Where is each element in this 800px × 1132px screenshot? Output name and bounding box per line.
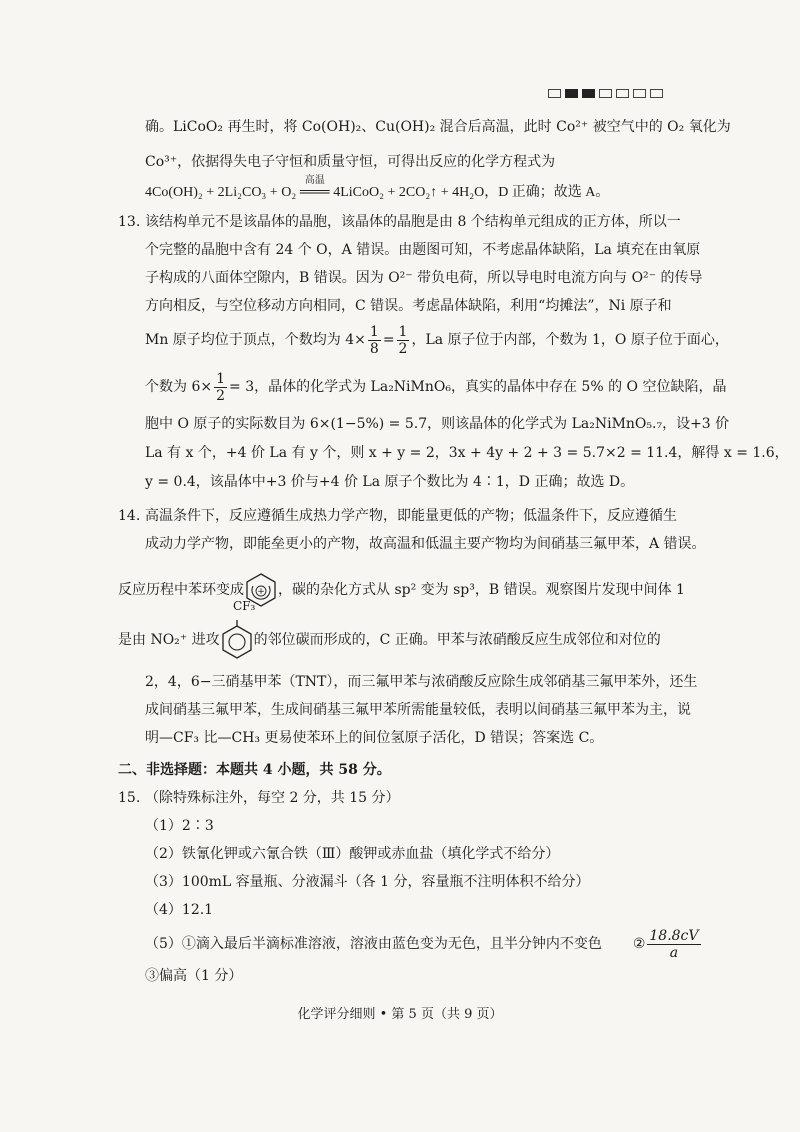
text-line <box>118 570 685 610</box>
answer-line: （2）铁氰化钾或六氰合铁（Ⅲ）酸钾或赤血盐（填化学式不给分） <box>145 846 560 862</box>
page-square <box>633 89 646 98</box>
text-segment: = 3，晶体的化学式为 La₂NiMnO₆，真实的晶体中存在 5% 的 O 空位缺陷，晶 <box>229 379 727 395</box>
equation-right: 4LiCoO₂ + 2CO₂↑ + 4H₂O，D 正确；故选 A。 <box>333 185 610 200</box>
fraction <box>214 371 227 404</box>
page-square <box>582 89 595 98</box>
text-line: La 有 x 个，+4 价 La 有 y 个，则 x + y = 2，3x + 4y + 2 + 3 = 5.7×2 = 11.4，解得 x = 1.6， <box>145 445 789 461</box>
question-number: 15. <box>118 790 141 806</box>
text-segment: ② <box>632 936 646 952</box>
answer-line: ③偏高（1 分） <box>145 968 243 984</box>
text-line: y = 0.4，该晶体中+3 价与+4 价 La 原子个数比为 4∶1，D 正确；故选 D。 <box>145 474 635 490</box>
fraction <box>368 324 381 357</box>
text-line: 确。LiCoO₂ 再生时，将 Co(OH)₂、Cu(OH)₂ 混合后高温，此时 Co²⁺ 被空气中的 O₂ 氧化为 <box>145 119 731 135</box>
question-number: 13. <box>118 214 141 230</box>
answer-line: （4）12.1 <box>145 902 214 918</box>
text-line: Mn 原子均位于顶点，个数均为 4× $\frac{1}{8}$ = $\frac{1}{2}$ ，La 原子位于内部，个数为 1，O 原子位于面心， <box>145 323 729 357</box>
text-line: （除特殊标注外，每空 2 分，共 15 分） <box>145 790 400 806</box>
page-square <box>565 89 578 98</box>
text-line: 高温条件下，反应遵循生成热力学产物，即能量更低的产物；低温条件下，反应遵循生 <box>145 508 677 524</box>
text-line: Co³⁺，依据得失电子守恒和质量守恒，可得出反应的化学方程式为 <box>145 154 556 170</box>
text-segment: ，碳的杂化方式从 sp² 变为 sp³，B 错误。观察图片发现中间体 1 <box>278 582 685 598</box>
fraction-denominator: 2 <box>398 340 408 357</box>
text-line: 胞中 O 原子的实际数目为 6×(1−5%) = 5.7，则该晶体的化学式为 La₂NiMnO₅.₇，设+3 价 <box>145 416 730 432</box>
page-square <box>650 89 663 98</box>
fraction-denominator: 2 <box>216 387 226 404</box>
text-line: 成动力学产物，即能垒更小的产物，故高温和低温主要产物均为间硝基三氟甲苯，A 错误。 <box>145 536 706 552</box>
fraction-numerator: 1 <box>369 323 379 340</box>
text-line: 2，4，6−三硝基甲苯（TNT），而三氟甲苯与浓硝酸反应除生成邻硝基三氟甲苯外，还生 <box>145 674 698 690</box>
page-indicator <box>548 89 663 98</box>
text-segment: Mn 原子均位于顶点，个数均为 4× <box>145 332 366 348</box>
page-square <box>599 89 612 98</box>
text-segment: 个数为 6× <box>145 379 213 395</box>
fraction-numerator: 1 <box>216 370 226 387</box>
reaction-arrow: 高温 ═══ <box>300 183 330 203</box>
text-segment: ，La 原子位于内部，个数为 1，O 原子位于面心， <box>411 332 729 348</box>
fraction <box>647 928 700 961</box>
page-square <box>548 89 561 98</box>
text-line <box>118 618 661 662</box>
section-heading: 二、非选择题：本题共 4 小题，共 58 分。 <box>118 762 391 778</box>
text-line: 个完整的晶胞中含有 24 个 O，A 错误。由题图可知，不考虑晶体缺陷，La 填充在由氧原 <box>145 242 701 258</box>
fraction-denominator: a <box>669 944 679 961</box>
text-segment: （5）①滴入最后半滴标准溶液，溶液由蓝色变为无色，且半分钟内不变色 <box>145 936 602 952</box>
text-line: 该结构单元不是该晶体的晶胞，该晶体的晶胞是由 8 个结构单元组成的正方体，所以一 <box>145 214 681 230</box>
text-line: 明—CF₃ 比—CH₃ 更易使苯环上的间位氢原子活化，D 错误；答案选 C。 <box>145 730 604 746</box>
answer-line <box>145 924 703 964</box>
text-line: 成间硝基三氟甲苯，生成间硝基三氟甲苯所需能量较低，表明以间硝基三氟甲苯为主，说 <box>145 702 691 718</box>
fraction-denominator: 8 <box>369 340 379 357</box>
page-square <box>616 89 629 98</box>
text-line: 方向相反，与空位移动方向相同，C 错误。考虑晶体缺陷，利用“均摊法”，Ni 原子和 <box>145 298 672 314</box>
text-line <box>145 370 726 404</box>
fraction <box>397 324 410 357</box>
reaction-condition: 高温 <box>304 175 325 186</box>
answer-line: （1）2∶3 <box>145 818 214 834</box>
text-segment: 反应历程中苯环变成 <box>118 582 244 598</box>
equation-left: 4Co(OH)₂ + 2Li₂CO₃ + O₂ <box>145 185 297 200</box>
page-footer: 化学评分细则 • 第 5 页（共 9 页） <box>297 1007 503 1022</box>
equation-line <box>145 175 610 203</box>
text-line: 子构成的八面体空隙内，B 错误。因为 O²⁻ 带负电荷，所以导电时电流方向与 O²⁻ 的传导 <box>145 270 703 286</box>
text-segment: 是由 NO₂⁺ 进攻 <box>118 632 220 648</box>
fraction-numerator: 18.8cV <box>649 927 699 944</box>
trifluorotoluene-ring-icon <box>220 620 254 660</box>
answer-line: （3）100mL 容量瓶、分液漏斗（各 1 分，容量瓶不注明体积不给分） <box>145 874 590 890</box>
question-number: 14. <box>118 508 141 524</box>
plus-sign: + <box>257 587 265 597</box>
text-segment: 的邻位碳而形成的，C 正确。甲苯与浓硝酸反应生成邻位和对位的 <box>253 632 661 648</box>
cf3-label: CF₃ <box>233 599 256 613</box>
fraction-numerator: 1 <box>398 323 408 340</box>
